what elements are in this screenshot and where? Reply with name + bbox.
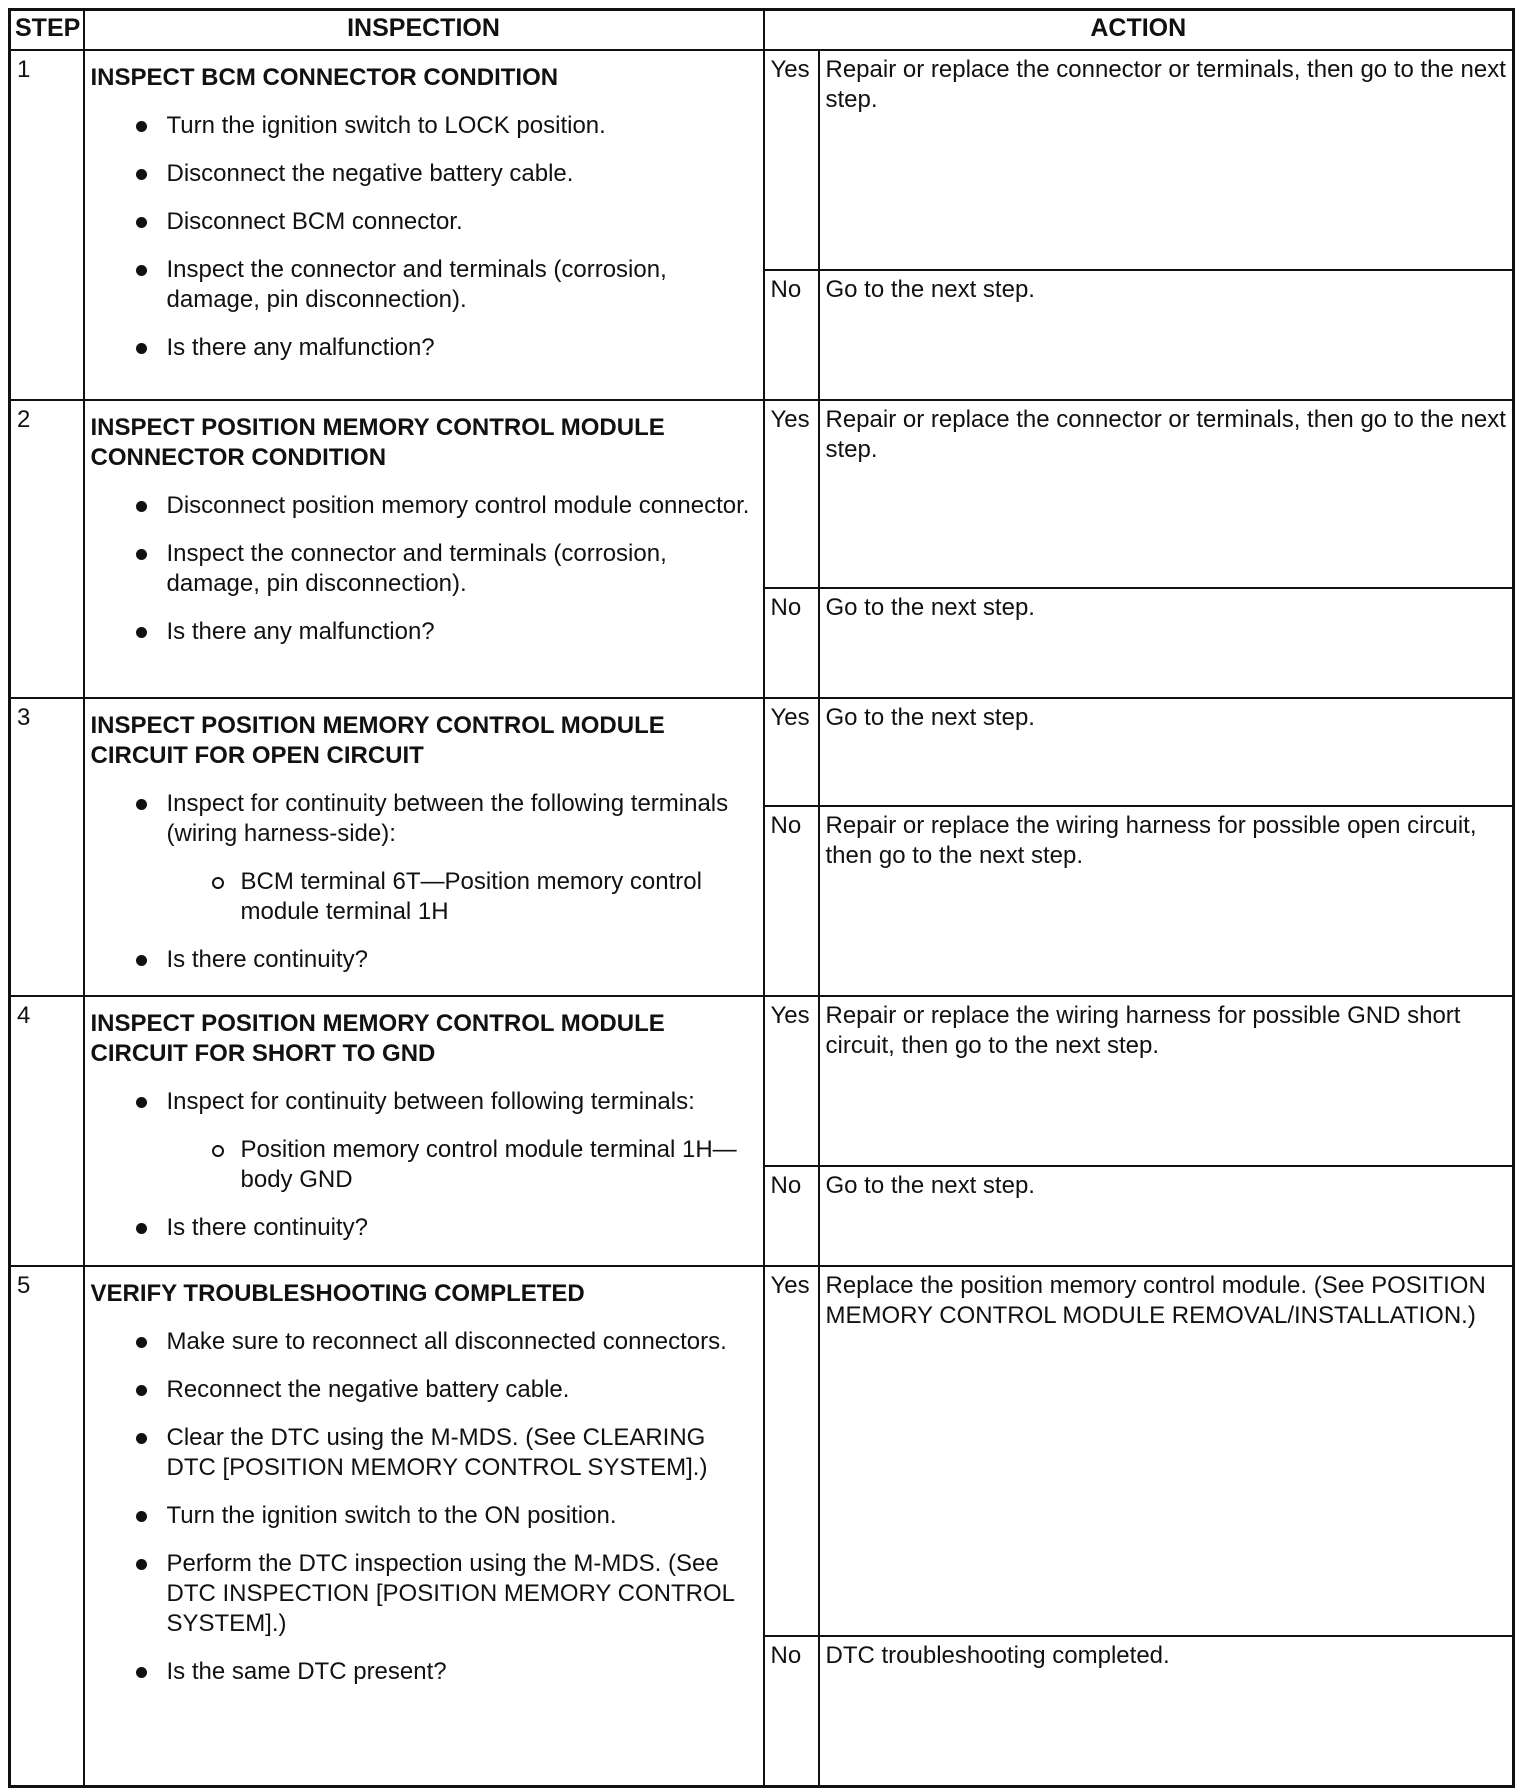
- bullet-item: Inspect the connector and terminals (corrosion, damage, pin disconnection).: [167, 539, 757, 599]
- bullet-item: Inspect for continuity between the following terminals (wiring harness-side):: [167, 789, 757, 849]
- step-number: 1: [10, 50, 84, 400]
- no-action: Repair or replace the wiring harness for possible open circuit, then go to the next step.: [819, 806, 1514, 996]
- bullet-item: Turn the ignition switch to the ON position.: [167, 1501, 757, 1531]
- bullet-item: Turn the ignition switch to LOCK position.: [167, 111, 757, 141]
- bullet-question: Is there continuity?: [167, 945, 757, 975]
- step-title: INSPECT BCM CONNECTOR CONDITION: [90, 64, 559, 91]
- step-5-yes-row: [10, 1266, 1514, 1636]
- no-action: Go to the next step.: [819, 588, 1514, 698]
- bullet-question: Is the same DTC present?: [167, 1657, 757, 1687]
- step-4-inspection: [84, 996, 764, 1266]
- no-action: Go to the next step.: [819, 1166, 1514, 1266]
- bullet-item: Disconnect position memory control module connector.: [167, 491, 757, 521]
- yes-label: Yes: [764, 400, 819, 588]
- no-label: No: [764, 588, 819, 698]
- step-title: VERIFY TROUBLESHOOTING COMPLETED: [90, 1280, 585, 1307]
- yes-action: Repair or replace the connector or terminals, then go to the next step.: [819, 400, 1514, 588]
- header-row: [10, 10, 1514, 51]
- yes-action: Repair or replace the connector or terminals, then go to the next step.: [819, 50, 1514, 270]
- step-title: INSPECT POSITION MEMORY CONTROL MODULE CONNECTOR CONDITION: [90, 414, 665, 471]
- no-label: No: [764, 270, 819, 400]
- yes-action: Replace the position memory control module. (See POSITION MEMORY CONTROL MODULE REMOVAL/INSTALLATION.): [819, 1266, 1514, 1636]
- step-3-inspection: [84, 698, 764, 996]
- step-5-inspection: [84, 1266, 764, 1786]
- step-2-inspection: [84, 400, 764, 698]
- yes-action: Repair or replace the wiring harness for possible GND short circuit, then go to the next step.: [819, 996, 1514, 1166]
- step-number: 2: [10, 400, 84, 698]
- yes-action: Go to the next step.: [819, 698, 1514, 806]
- step-4-yes-row: [10, 996, 1514, 1166]
- bullet-item: Disconnect the negative battery cable.: [167, 159, 757, 189]
- step-number: 4: [10, 996, 84, 1266]
- bullet-item: Reconnect the negative battery cable.: [167, 1375, 757, 1405]
- bullet-item: Perform the DTC inspection using the M-MDS. (See DTC INSPECTION [POSITION MEMORY CONTROL SYSTEM].): [167, 1549, 757, 1639]
- bullet-item: Inspect for continuity between following terminals:: [167, 1087, 757, 1117]
- bullet-question: Is there any malfunction?: [167, 333, 757, 363]
- no-label: No: [764, 806, 819, 996]
- bullet-question: Is there continuity?: [167, 1213, 757, 1243]
- step-3-yes-row: [10, 698, 1514, 806]
- step-2-yes-row: [10, 400, 1514, 588]
- step-title: INSPECT POSITION MEMORY CONTROL MODULE CIRCUIT FOR OPEN CIRCUIT: [90, 712, 665, 769]
- sub-bullet-item: BCM terminal 6T—Position memory control module terminal 1H: [241, 867, 757, 927]
- yes-label: Yes: [764, 698, 819, 806]
- sub-bullet-item: Position memory control module terminal 1H—body GND: [241, 1135, 757, 1195]
- bullet-item: Inspect the connector and terminals (corrosion, damage, pin disconnection).: [167, 255, 757, 315]
- header-inspection: INSPECTION: [84, 10, 764, 51]
- step-title: INSPECT POSITION MEMORY CONTROL MODULE CIRCUIT FOR SHORT TO GND: [90, 1010, 665, 1067]
- step-1-yes-row: [10, 50, 1514, 270]
- no-action: Go to the next step.: [819, 270, 1514, 400]
- bullet-item: Clear the DTC using the M-MDS. (See CLEARING DTC [POSITION MEMORY CONTROL SYSTEM].): [167, 1423, 757, 1483]
- troubleshooting-table: [8, 8, 1515, 1788]
- yes-label: Yes: [764, 50, 819, 270]
- bullet-item: Disconnect BCM connector.: [167, 207, 757, 237]
- step-number: 5: [10, 1266, 84, 1786]
- header-step: STEP: [10, 10, 84, 51]
- no-label: No: [764, 1166, 819, 1266]
- no-label: No: [764, 1636, 819, 1786]
- no-action: DTC troubleshooting completed.: [819, 1636, 1514, 1786]
- bullet-question: Is there any malfunction?: [167, 617, 757, 647]
- header-action: ACTION: [764, 10, 1514, 51]
- step-number: 3: [10, 698, 84, 996]
- bullet-item: Make sure to reconnect all disconnected connectors.: [167, 1327, 757, 1357]
- yes-label: Yes: [764, 996, 819, 1166]
- yes-label: Yes: [764, 1266, 819, 1636]
- step-1-inspection: [84, 50, 764, 400]
